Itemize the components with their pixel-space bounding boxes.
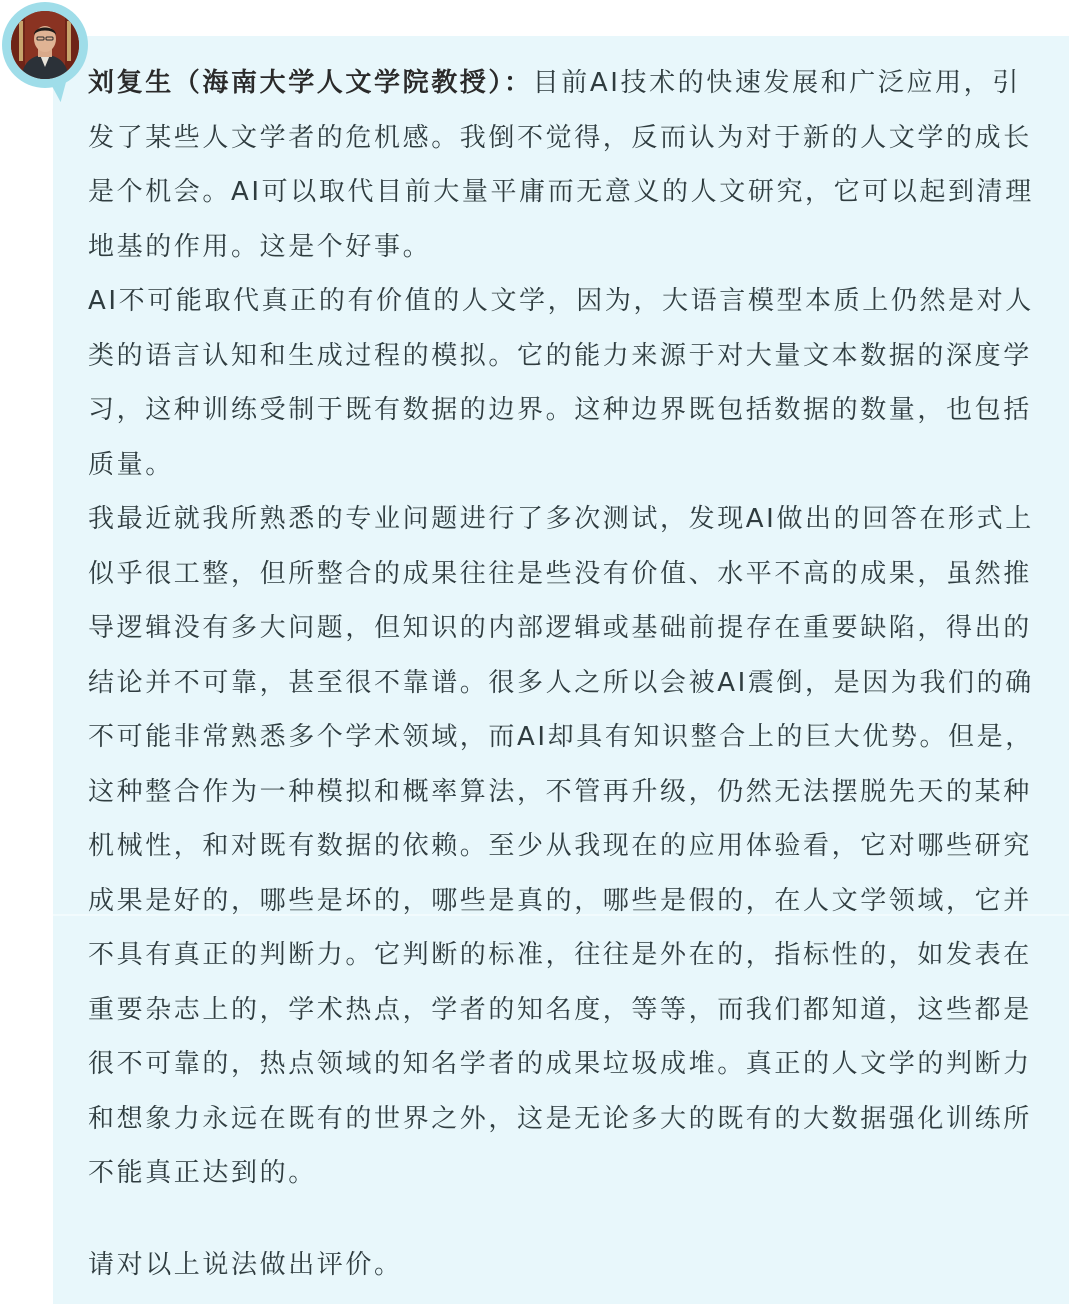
avatar (11, 11, 79, 79)
person-photo-icon (11, 11, 79, 79)
paragraph-1 (88, 56, 1036, 274)
question-prompt: 请对以上说法做出评价。 (88, 1250, 403, 1280)
speaker-separator: ： (504, 68, 533, 98)
speaker-name: 刘复生（海南大学人文学院教授） (88, 68, 505, 98)
paragraph-2: AI不可能取代真正的有价值的人文学，因为，大语言模型本质上仍然是对人类的语言认知和生成过程的模拟。它的能力来源于对大量文本数据的深度学习，这种训练受制于既有数据的边界。这种边界既包括数据的数量，也包括质量。 (88, 286, 1034, 480)
paragraph-3: 我最近就我所熟悉的专业问题进行了多次测试，发现AI做出的回答在形式上似乎很工整，但所整合的成果往往是些没有价值、水平不高的成果，虽然推导逻辑没有多大问题，但知识的内部逻辑或基础前提存在重要缺陷，得出的结论并不可靠，甚至很不靠谱。很多人之所以会被AI震倒，是因为我们的确不可能非常熟悉多个学术领域，而AI却具有知识整合上的巨大优势。但是，这种整合作为一种模拟和概率算法，不管再升级，仍然无法摆脱先天的某种机械性，和对既有数据的依赖。至少从我现在的应用体验看，它对哪些研究成果是好的，哪些是坏的，哪些是真的，哪些是假的，在人文学领域，它并不具有真正的判断力。它判断的标准，往往是外在的，指标性的，如发表在重要杂志上的，学术热点，学者的知名度，等等，而我们都知道，这些都是很不可靠的，热点领域的知名学者的成果垃圾成堆。真正的人文学的判断力和想象力永远在既有的世界之外，这是无论多大的既有的大数据强化训练所不能真正达到的。 (88, 504, 1034, 1188)
paragraph-1-text: 目前AI技术的快速发展和广泛应用，引发了某些人文学者的危机感。我倒不觉得，反而认为对于新的人文学的成长是个机会。AI可以取代目前大量平庸而无意义的人文研究，它可以起到清理地基的作用。这是个好事。 (88, 68, 1034, 262)
avatar-bubble (2, 2, 90, 102)
quote-text (88, 56, 1036, 1201)
